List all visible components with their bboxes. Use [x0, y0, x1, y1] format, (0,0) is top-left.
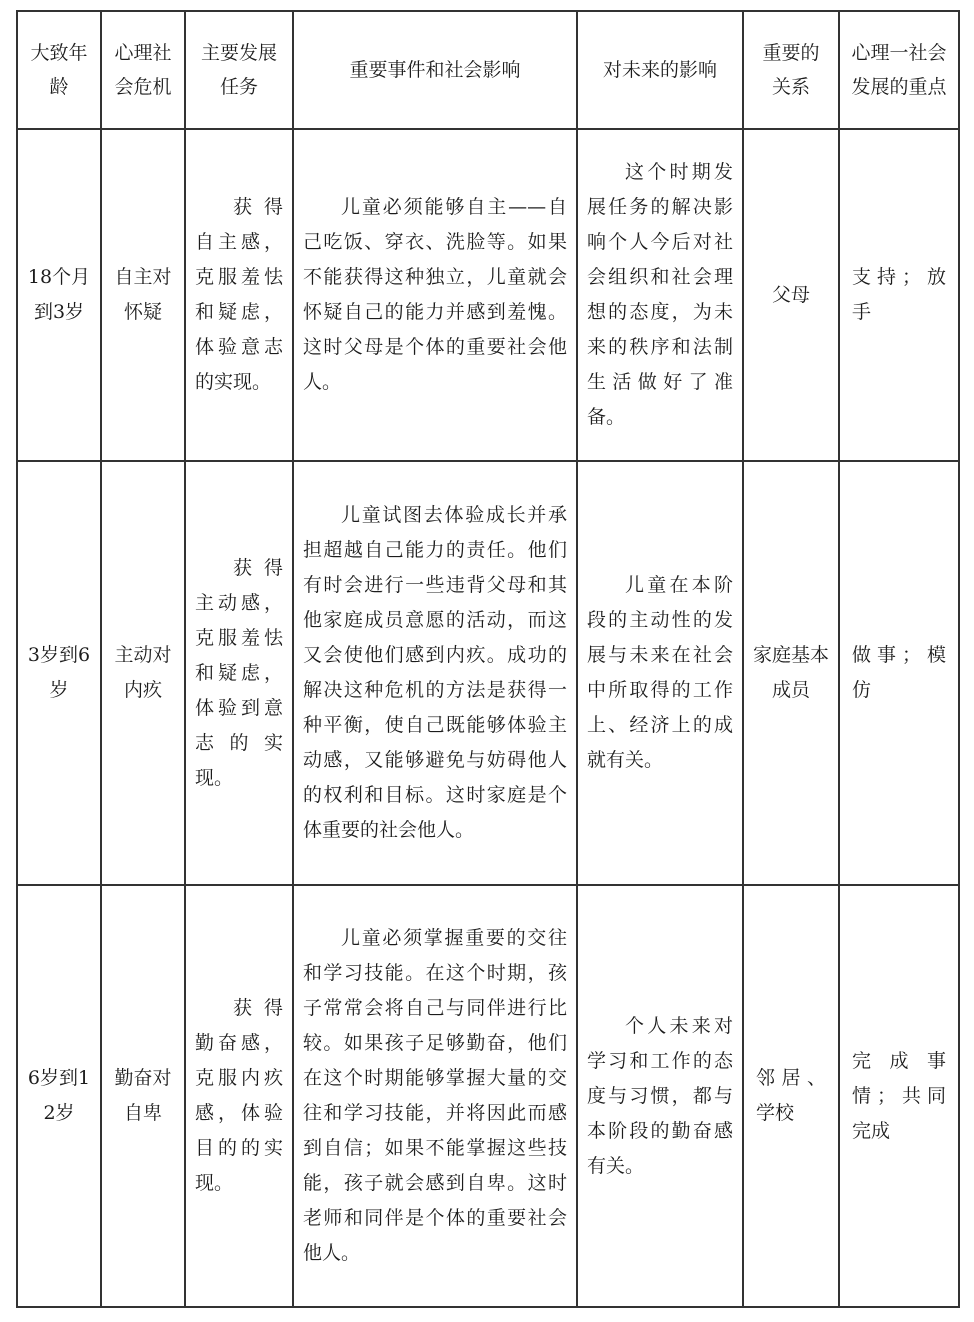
header-age-text: 大致年龄: [30, 42, 88, 98]
header-focus: [839, 11, 959, 129]
erikson-stage-table: [16, 10, 960, 1308]
cell-events-text: 儿童必须掌握重要的交往和学习技能。在这个时期，孩子常常会将自己与同伴进行比较。如果孩子足够勤奋，他们在这个时期能够掌握大量的交往和学习技能，并将因此而感到自信；如果不能掌握这些技能，孩子就会感到自卑。这时老师和同伴是个体的重要社会他人。: [303, 927, 567, 1264]
cell-relations-text: 邻居、学校: [756, 1067, 826, 1124]
table-row: [17, 461, 959, 885]
header-task-text: 主要发展任务: [200, 42, 277, 98]
header-age: [17, 11, 101, 129]
cell-age: [17, 461, 101, 885]
cell-future: [577, 885, 743, 1307]
cell-relations-text: 家庭基本成员: [753, 644, 830, 701]
header-events: [293, 11, 577, 129]
table-row: [17, 129, 959, 461]
cell-task-text: 获得自主感，克服羞怯和疑虑，体验意志的实现。: [195, 196, 283, 393]
erikson-stage-table-page: [16, 10, 958, 1308]
header-task: [185, 11, 293, 129]
cell-relations-text: 父母: [771, 283, 810, 306]
cell-focus-text: 做事；模仿: [852, 644, 946, 701]
header-row: [17, 11, 959, 129]
cell-focus: [839, 885, 959, 1307]
cell-crisis: [101, 885, 185, 1307]
cell-future-text: 这个时期发展任务的解决影响个人今后对社会组织和社会理想的态度，为未来的秩序和法制生活做好了准备。: [587, 161, 733, 428]
cell-future-text: 儿童在本阶段的主动性的发展与未来在社会中所取得的工作上、经济上的成就有关。: [587, 574, 733, 771]
cell-age-text: 18个月到3岁: [27, 266, 91, 323]
cell-age-text: 3岁到6岁: [27, 644, 91, 701]
cell-future: [577, 129, 743, 461]
cell-focus: [839, 129, 959, 461]
cell-crisis-text: 自主对怀疑: [114, 266, 172, 323]
header-future: [577, 11, 743, 129]
cell-age: [17, 885, 101, 1307]
header-crisis-text: 心理社会危机: [114, 42, 172, 98]
cell-task-text: 获得主动感，克服羞怯和疑虑，体验到意志的实现。: [195, 556, 283, 789]
cell-events: [293, 885, 577, 1307]
cell-future-text: 个人未来对学习和工作的态度与习惯，都与本阶段的勤奋感有关。: [587, 1014, 733, 1177]
cell-events-text: 儿童试图去体验成长并承担超越自己能力的责任。他们有时会进行一些违背父母和其他家庭成员意愿的活动，而这又会使他们感到内疚。成功的解决这种危机的方法是获得一种平衡，使自己既能够体验主动感，又能够避免与妨碍他人的权利和目标。这时家庭是个体重要的社会他人。: [303, 504, 567, 841]
cell-focus: [839, 461, 959, 885]
cell-focus-text: 完成事情；共同完成: [852, 1049, 946, 1142]
cell-relations: [743, 461, 839, 885]
header-future-text: 对未来的影响: [602, 59, 717, 81]
cell-events-text: 儿童必须能够自主——自己吃饭、穿衣、洗脸等。如果不能获得这种独立，儿童就会怀疑自己的能力并感到羞愧。这时父母是个体的重要社会他人。: [303, 196, 567, 393]
cell-events: [293, 129, 577, 461]
header-relations-text: 重要的关系: [762, 42, 820, 98]
cell-age-text: 6岁到12岁: [27, 1067, 91, 1124]
header-relations: [743, 11, 839, 129]
header-events-text: 重要事件和社会影响: [349, 59, 521, 81]
cell-task: [185, 885, 293, 1307]
cell-relations: [743, 129, 839, 461]
header-crisis: [101, 11, 185, 129]
cell-crisis-text: 主动对内疚: [114, 644, 172, 701]
cell-age: [17, 129, 101, 461]
cell-task-text: 获得勤奋感，克服内疚感，体验目的的实现。: [195, 997, 283, 1194]
header-focus-text: 心理一社会发展的重点: [851, 42, 947, 98]
cell-relations: [743, 885, 839, 1307]
cell-crisis-text: 勤奋对自卑: [114, 1067, 172, 1124]
cell-task: [185, 461, 293, 885]
table-row: [17, 885, 959, 1307]
cell-crisis: [101, 129, 185, 461]
cell-focus-text: 支持；放手: [852, 266, 946, 323]
cell-events: [293, 461, 577, 885]
cell-future: [577, 461, 743, 885]
cell-task: [185, 129, 293, 461]
cell-crisis: [101, 461, 185, 885]
